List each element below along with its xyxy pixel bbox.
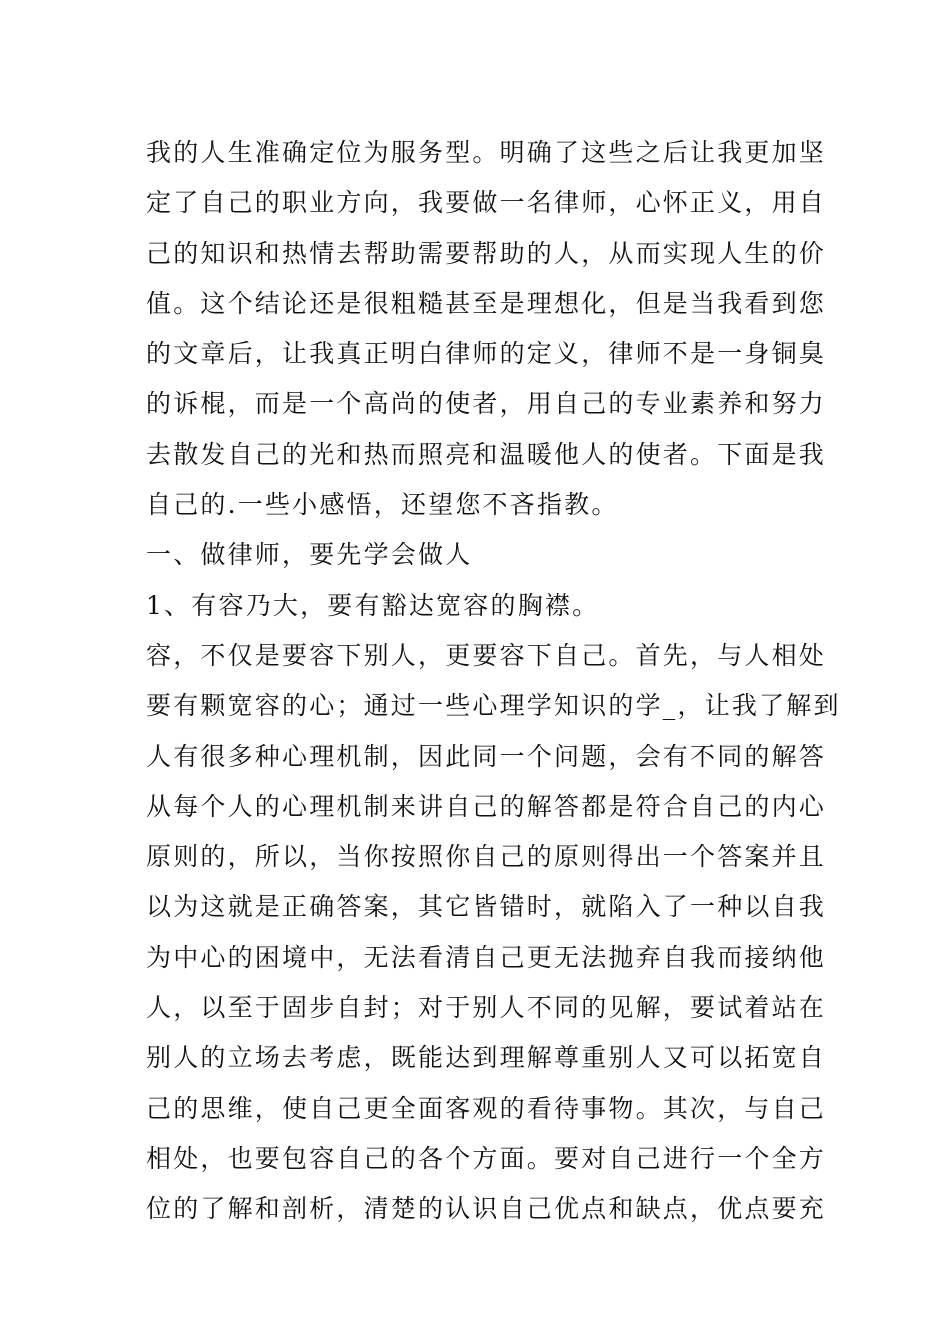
section-heading: 一、做律师，要先学会做人 — [146, 540, 473, 570]
text-line: 自己的.一些小感悟，还望您不吝指教。 — [146, 490, 619, 520]
text-line: 要有颗宽容的心；通过一些心理学知识的学_，让我了解到 — [146, 691, 841, 721]
document-body-text — [146, 128, 841, 1235]
text-line: 己的知识和热情去帮助需要帮助的人，从而实现人生的价 — [146, 238, 827, 268]
text-line: 我的人生准确定位为服务型。明确了这些之后让我更加坚 — [146, 138, 827, 167]
text-line: 位的了解和剖析，清楚的认识自己优点和缺点，优点要充 — [146, 1194, 827, 1224]
text-line: 的文章后，让我真正明白律师的定义，律师不是一身铜臭 — [146, 339, 827, 369]
subsection-heading: 1、有容乃大，要有豁达宽容的胸襟。 — [146, 590, 600, 620]
text-line: 定了自己的职业方向，我要做一名律师，心怀正义，用自 — [146, 188, 827, 218]
text-line: 容，不仅是要容下别人，更要容下自己。首先，与人相处 — [146, 640, 827, 670]
text-line: 为中心的困境中，无法看清自己更无法抛弃自我而接纳他 — [146, 942, 827, 972]
text-line: 去散发自己的光和热而照亮和温暖他人的使者。下面是我 — [146, 439, 827, 469]
text-line: 己的思维，使自己更全面客观的看待事物。其次，与自己 — [146, 1093, 827, 1123]
text-line: 别人的立场去考虑，既能达到理解尊重别人又可以拓宽自 — [146, 1043, 827, 1073]
text-line: 人，以至于固步自封；对于别人不同的见解，要试着站在 — [146, 993, 827, 1023]
text-line: 原则的，所以，当你按照你自己的原则得出一个答案并且 — [146, 842, 827, 872]
text-line: 相处，也要包容自己的各个方面。要对自己进行一个全方 — [146, 1143, 827, 1173]
text-line: 人有很多种心理机制，因此同一个问题，会有不同的解答 — [146, 741, 827, 771]
text-line: 以为这就是正确答案，其它皆错时，就陷入了一种以自我 — [146, 892, 827, 922]
text-line: 从每个人的心理机制来讲自己的解答都是符合自己的内心 — [146, 791, 827, 821]
text-line: 值。这个结论还是很粗糙甚至是理想化，但是当我看到您 — [146, 288, 827, 318]
text-line: 的诉棍，而是一个高尚的使者，用自己的专业素养和努力 — [146, 389, 827, 419]
